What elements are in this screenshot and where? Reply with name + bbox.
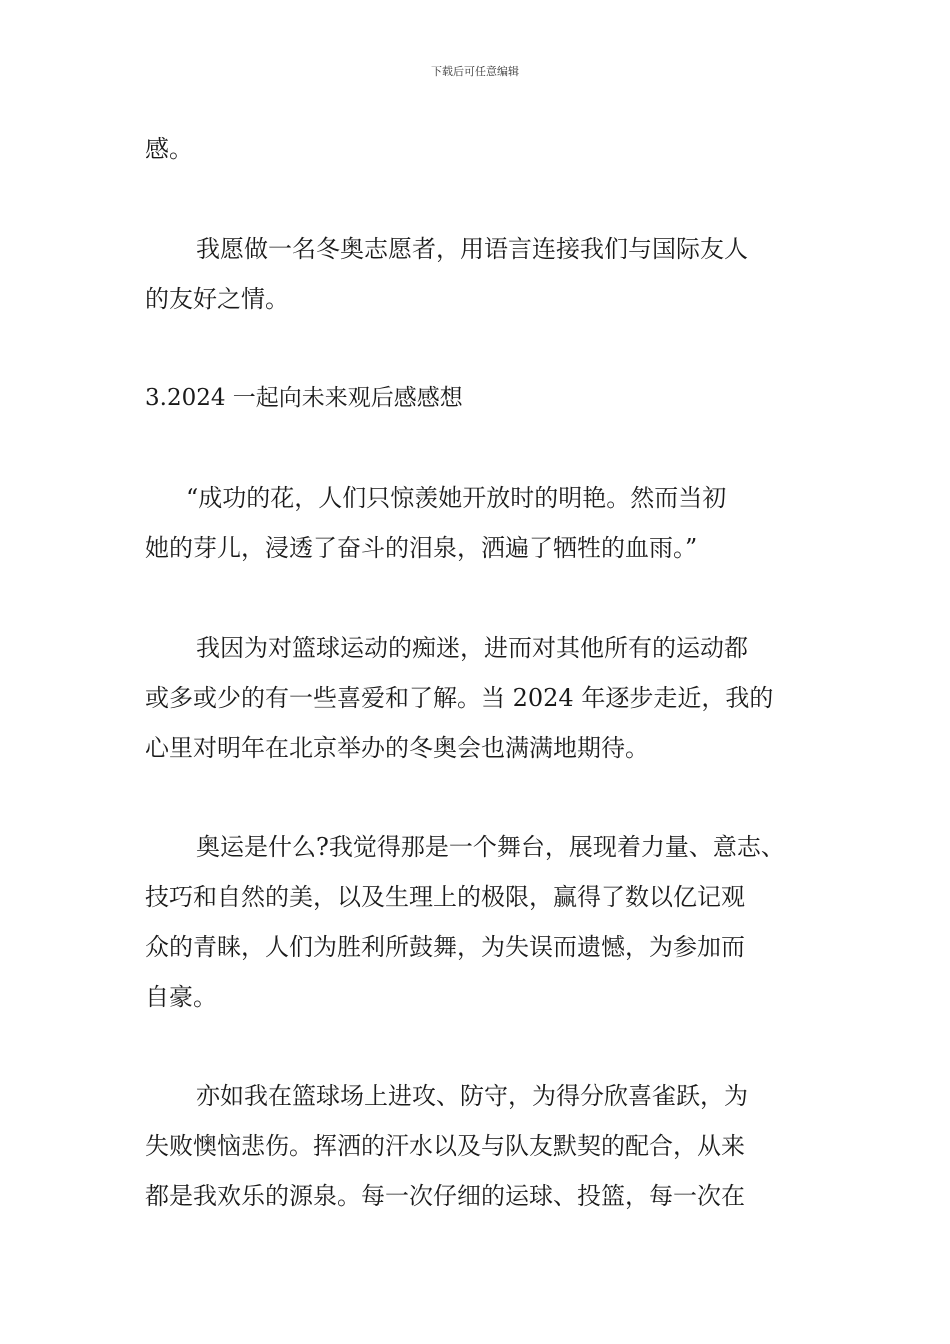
text-line: 我因为对篮球运动的痴迷，进而对其他所有的运动都 — [196, 634, 748, 662]
text-line: 技巧和自然的美，以及生理上的极限，赢得了数以亿记观 — [145, 883, 745, 911]
text-line: 自豪。 — [145, 983, 217, 1011]
text-line: 她的芽儿，浸透了奋斗的泪泉，洒遍了牺牲的血雨。” — [145, 534, 698, 562]
text-line: 奥运是什么?我觉得那是一个舞台，展现着力量、意志、 — [196, 833, 785, 861]
text-line: 或多或少的有一些喜爱和了解。当 2024 年逐步走近，我的 — [145, 684, 774, 712]
text-line: 感。 — [145, 135, 193, 163]
text-line: “成功的花，人们只惊羡她开放时的明艳。然而当初 — [186, 484, 727, 512]
text-line: 失败懊恼悲伤。挥洒的汗水以及与队友默契的配合，从来 — [145, 1132, 745, 1160]
text-line: 众的青睐，人们为胜利所鼓舞，为失误而遗憾，为参加而 — [145, 933, 745, 961]
text-line: 亦如我在篮球场上进攻、防守，为得分欣喜雀跃，为 — [196, 1082, 748, 1110]
page-header: 下载后可任意编辑 — [431, 65, 519, 78]
text-line: 我愿做一名冬奥志愿者，用语言连接我们与国际友人 — [196, 235, 748, 263]
text-line: 心里对明年在北京举办的冬奥会也满满地期待。 — [145, 734, 649, 762]
heading-line: 3.2024 一起向未来观后感感想 — [145, 385, 463, 411]
text-line: 的友好之情。 — [145, 285, 289, 313]
text-line: 都是我欢乐的源泉。每一次仔细的运球、投篮，每一次在 — [145, 1182, 745, 1210]
